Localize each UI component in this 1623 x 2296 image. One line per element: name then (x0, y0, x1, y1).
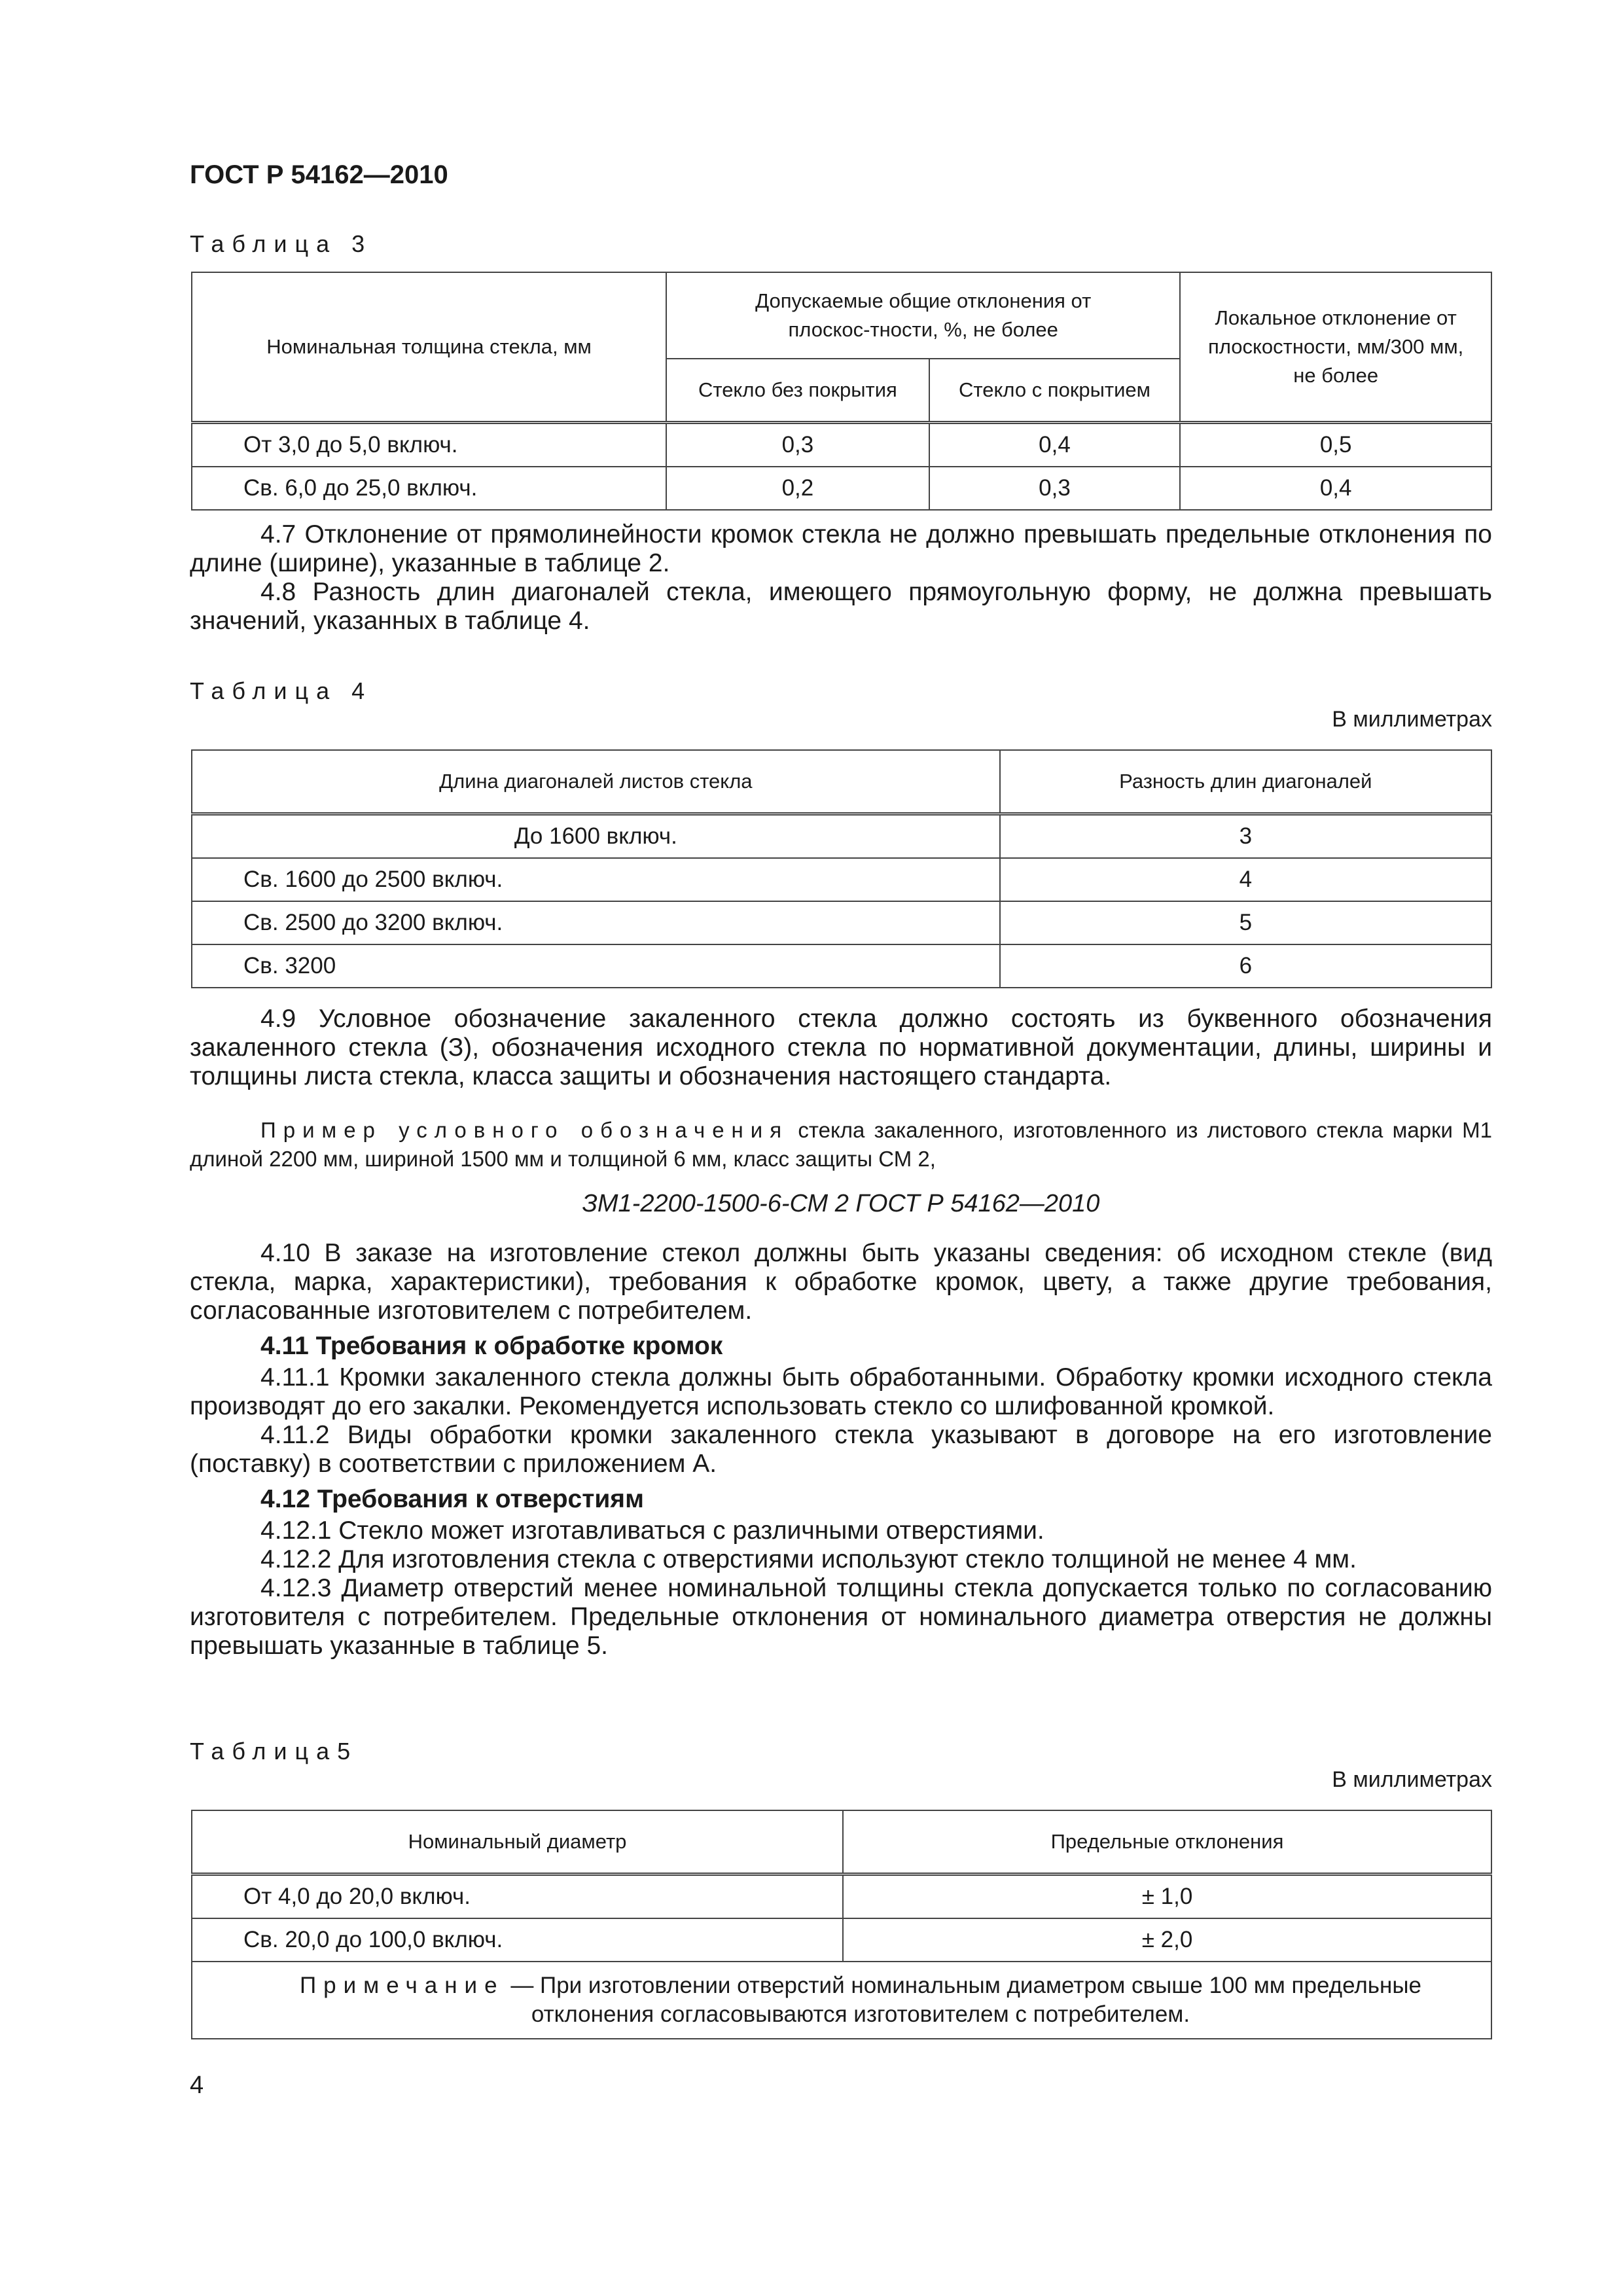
t3-col23-header: Допускаемые общие отклонения от плоскос-тности, %, не более (666, 272, 1180, 359)
t3-col4-header: Локальное отклонение от плоскостности, мм/300 мм, не более (1180, 272, 1491, 422)
t4-diff: 4 (1000, 858, 1491, 901)
t5-tolerance: ± 1,0 (843, 1874, 1491, 1919)
table-row (192, 901, 1491, 944)
t5-col2-header: Предельные отклонения (843, 1810, 1491, 1874)
table5-caption: Таблица5 (190, 1738, 359, 1765)
paragraph-4-9: 4.9 Условное обозначение закаленного стекла должно состоять из буквенного обозначения закаленного стекла (З), обозначения исходного стекла по нормативной документации, длины, ширины и толщины листа стекла, класса защиты и обозначения настоящего стандарта. (190, 1005, 1492, 1090)
section-4-9 (190, 1005, 1492, 1091)
table-3 (191, 272, 1492, 511)
t3-thickness: Св. 6,0 до 25,0 включ. (192, 467, 666, 510)
section-heading-4-12: 4.12 Требования к отверстиям (260, 1485, 644, 1513)
t3-uncoated: 0,2 (666, 467, 929, 510)
paragraph-4-10: 4.10 В заказе на изготовление стекол должны быть указаны сведения: об исходном стекле (вид стекла, марка, характеристики), требования к обработке кромок, цвету, а также другие требования, согласованные изготовителем с потребителем. (190, 1239, 1492, 1325)
t4-length: Св. 3200 (192, 944, 1000, 988)
document-header: ГОСТ Р 54162—2010 (190, 160, 448, 189)
table-row (192, 814, 1491, 859)
t4-length: Св. 1600 до 2500 включ. (192, 858, 1000, 901)
t5-diameter: Св. 20,0 до 100,0 включ. (192, 1918, 843, 1962)
t4-length: Св. 2500 до 3200 включ. (192, 901, 1000, 944)
table-row (192, 1918, 1491, 1962)
example-text: стекла закаленного, изготовленного из листового стекла марки М1 длиной 2200 мм, шириной 1500 мм и толщиной 6 мм, класс защиты СМ 2, (190, 1118, 1493, 1171)
table4-caption: Таблица 4 (190, 677, 373, 704)
t3-col3-header: Стекло с покрытием (929, 359, 1181, 422)
table-row (192, 858, 1491, 901)
section-4-7-8 (190, 520, 1492, 636)
paragraph-4-8: 4.8 Разность длин диагоналей стекла, имеющего прямоугольную форму, не должна превышать значений, указанных в таблице 4. (190, 578, 1492, 635)
table-4 (191, 749, 1492, 988)
note-label: Примечание (299, 1973, 505, 1998)
t3-col1-header: Номинальная толщина стекла, мм (192, 272, 666, 422)
t3-local: 0,5 (1180, 422, 1491, 467)
table-row (192, 1874, 1491, 1919)
t5-tolerance: ± 2,0 (843, 1918, 1491, 1962)
t3-thickness: От 3,0 до 5,0 включ. (192, 422, 666, 467)
t3-col2-header: Стекло без покрытия (666, 359, 929, 422)
paragraph-4-11-2: 4.11.2 Виды обработки кромки закаленного стекла указывают в договоре на его изготовление (поставку) в соответствии с приложением А. (190, 1421, 1492, 1478)
table3-caption: Таблица 3 (190, 230, 373, 257)
table-row (192, 944, 1491, 988)
note-text: — При изготовлении отверстий номинальным диаметром свыше 100 мм предельные отклонения согласовываются изготовителем с потребителем. (510, 1973, 1421, 2027)
paragraph-4-12-1: 4.12.1 Стекло может изготавливаться с различными отверстиями. (260, 1516, 1044, 1545)
table-5 (191, 1810, 1492, 2039)
example-label: Пример условного обозначения (260, 1118, 789, 1142)
table5-units: В миллиметрах (1332, 1767, 1492, 1792)
t3-uncoated: 0,3 (666, 422, 929, 467)
t3-coated: 0,3 (929, 467, 1181, 510)
table4-units: В миллиметрах (1332, 707, 1492, 732)
t4-length: До 1600 включ. (192, 814, 1000, 859)
table-row (192, 467, 1491, 510)
paragraph-4-11-1: 4.11.1 Кромки закаленного стекла должны быть обработанными. Обработку кромки исходного стекла производят до его закалки. Рекомендуется использовать стекло со шлифованной кромкой. (190, 1363, 1492, 1420)
t4-diff: 3 (1000, 814, 1491, 859)
page-number: 4 (190, 2072, 204, 2099)
t4-diff: 5 (1000, 901, 1491, 944)
t4-col1-header: Длина диагоналей листов стекла (192, 750, 1000, 814)
example-block (190, 1116, 1492, 1174)
t4-diff: 6 (1000, 944, 1491, 988)
t3-coated: 0,4 (929, 422, 1181, 467)
example-formula: ЗМ1-2200-1500-6-СМ 2 ГОСТ Р 54162—2010 (582, 1190, 1100, 1217)
t5-col1-header: Номинальный диаметр (192, 1810, 843, 1874)
t4-col2-header: Разность длин диагоналей (1000, 750, 1491, 814)
paragraph-4-7: 4.7 Отклонение от прямолинейности кромок стекла не должно превышать предельные отклонения по длине (ширине), указанные в таблице 2. (190, 520, 1492, 577)
table5-note (192, 1962, 1491, 2039)
section-4-10-12 (190, 1239, 1492, 1660)
section-heading-4-11: 4.11 Требования к обработке кромок (260, 1332, 723, 1360)
t3-local: 0,4 (1180, 467, 1491, 510)
paragraph-4-12-2: 4.12.2 Для изготовления стекла с отверстиями используют стекло толщиной не менее 4 мм. (260, 1545, 1357, 1573)
table-row (192, 422, 1491, 467)
paragraph-4-12-3: 4.12.3 Диаметр отверстий менее номинальной толщины стекла допускается только по согласованию изготовителя с потребителем. Предельные отклонения от номинального диаметра отверстия не должны превышать указанные в таблице 5. (190, 1574, 1492, 1660)
t5-diameter: От 4,0 до 20,0 включ. (192, 1874, 843, 1919)
